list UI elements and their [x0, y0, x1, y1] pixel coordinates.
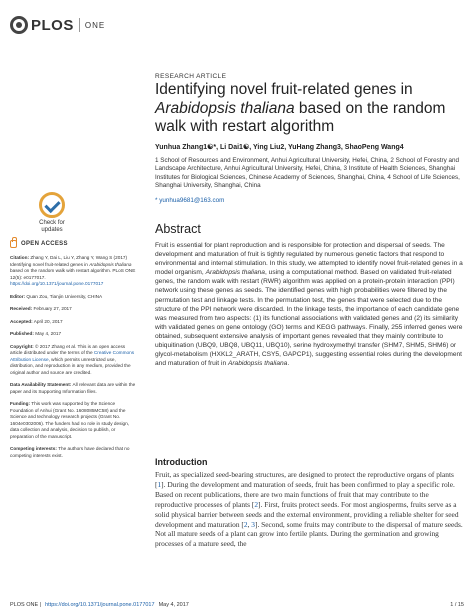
copyright-block: Copyright: © 2017 Zhang et al. This is an open access article distributed under the terms of the Creative Commons Attribution License, which permits unrestricted use, distribution, and reproduction in any medium, provided the original author and source are credited.: [10, 343, 135, 375]
reference-link[interactable]: 2: [243, 519, 248, 529]
received-block: Received: February 27, 2017: [10, 306, 72, 311]
abstract-text: Fruit is essential for plant reproduction and is responsible for protection and dispersal of seeds. The development and maturation of fruit is tightly regulated by numerous genetic factors that respond to environmental and internal stimulation. In this study, we attempted to identify novel fruit-related genes in a model organism, Arabidopsis thaliana, using a computational method. Based on validated fruit-related genes, the random walk with restart (RWR) algorithm was applied on a protein-protein interaction (PPI) network using these genes as seeds. The identified genes with high probabilities were filtered by the permutation test and linkage tests. In the permutation test, the genes that were selected due to the structure of the PPI network were discarded. In the linkage tests, the importance of each candidate gene was measured from two aspects: (1) its functional associations with validated genes and (2) its similarity with validated genes on gene ontology (GO) terms and KEGG pathways. Finally, 255 inferred genes were obtained, subsequent extensive analysis of important genes revealed that they mainly contribute to ubiquitination (UBQ9, UBQ8, UBQ11, UBQ10), serine hydroxymethyl transfer (SHM7, SHM5, SHM6) or glycol-metabolism (HXKL2_ARATH, CSY5, GAPCP1), suggesting essential roles during the development and maturation of fruit in Arabidopsis thaliana.: [155, 242, 463, 368]
published-block: Published: May 4, 2017: [10, 331, 62, 336]
footer-date: May 4, 2017: [158, 602, 189, 608]
article-title: [155, 81, 460, 137]
citation-doi-link[interactable]: https://doi.org/10.1371/journal.pone.0177017: [10, 281, 104, 286]
accepted-block: Accepted: April 20, 2017: [10, 318, 63, 324]
logo-divider: [79, 18, 80, 32]
article-type: RESEARCH ARTICLE: [155, 73, 227, 80]
check-line2: updates: [41, 227, 63, 233]
footer-doi-link[interactable]: https://doi.org/10.1371/journal.pone.0177017: [45, 602, 155, 608]
citation-block: Citation: Zhang Y, Dai L, Liu Y, Zhang Y, Wang S (2017) Identifying novel fruit-related genes in Arabidopsis thaliana based on the random walk with restart algorithm. PLoS ONE 12(5): e0177017. https://doi.org/10.1371/journal.pone.0177017: [10, 255, 136, 286]
affiliations: 1 School of Resources and Environment, Anhui Agricultural University, Hefei, China, 2 School of Forestry and Landscape Architecture, Anhui Agricultural University, Hefei, China, 3 Institute of Health Sciences, Shanghai Institutes for Biological Sciences, Chinese Academy of Sciences, Shanghai, China, 4 School of Life Sciences, Shanghai University, Shanghai, China: [155, 157, 460, 190]
reference-link[interactable]: 1: [157, 479, 162, 489]
introduction-heading: Introduction: [155, 457, 208, 467]
author-list: Yunhua Zhang1☯*, Li Dai1☯, Ying Liu2, YuHang Zhang3, ShaoPeng Wang4: [155, 144, 404, 151]
competing-interests-block: Competing interests: The authors have declared that no competing interests exist.: [10, 446, 130, 458]
title-species: Arabidopsis thaliana: [155, 99, 295, 117]
title-rest: based on the random walk with restart algorithm: [155, 99, 446, 135]
footer-journal: PLOS ONE |: [10, 602, 42, 608]
data-availability-block: Data Availability Statement: All relevant data are within the paper and its Supporting Information files.: [10, 382, 136, 394]
plos-logo: [10, 14, 105, 36]
reference-link[interactable]: 2: [254, 499, 259, 509]
funding-block: Funding: This work was supported by the Science Foundation of Anhui (Grant No. 1608085MC58) and the Science and technology research projects (Grant No. 1604e0302006). The funders had no role in study design, data collection and analysis, decision to publish, or preparation of the manuscript.: [10, 401, 130, 439]
check-for-updates-badge[interactable]: [32, 192, 72, 242]
abstract-heading: Abstract: [155, 222, 201, 236]
open-access-label: OPEN ACCESS: [10, 240, 138, 248]
license-link[interactable]: Creative Commons Attribution License: [10, 350, 135, 362]
check-line1: Check for: [39, 220, 65, 226]
reference-link[interactable]: 3: [251, 519, 255, 529]
page-number: 1 / 15: [450, 602, 464, 608]
title-start: Identifying novel fruit-related genes in: [155, 81, 413, 98]
corresponding-email[interactable]: * yunhua9681@163.com: [155, 197, 225, 204]
editor-block: Editor: Quan Zou, Tianjin University, CHINA: [10, 293, 103, 299]
article-sidebar: [10, 240, 138, 465]
journal-name: ONE: [84, 20, 106, 30]
checkmark-icon: [39, 192, 65, 218]
plos-logo-icon: [10, 16, 28, 34]
page-footer: [10, 602, 464, 608]
open-lock-icon: [10, 240, 17, 248]
introduction-text: Fruit, as specialized seed-bearing structures, are designed to protect the reproductive organs of plants [1]. During the development and maturation of seeds, fruit has been confirmed to play a specific role. Based on recent publications, there are two main functions of fruit that may contribute to the reproductive processes of plants [2]. First, fruits protect seeds. For most angiosperms, fruits serve as a solid physical barrier between seeds and the external environment, providing a reliable shelter for seed development and maturation [2, 3]. Second, some fruits may contribute to the dispersal of mature seeds. Not all mature seeds of a plant can grow into fertile plants. During the germination and growing processes of a mature seed, the: [155, 470, 463, 549]
brand-name: PLOS: [31, 16, 74, 34]
